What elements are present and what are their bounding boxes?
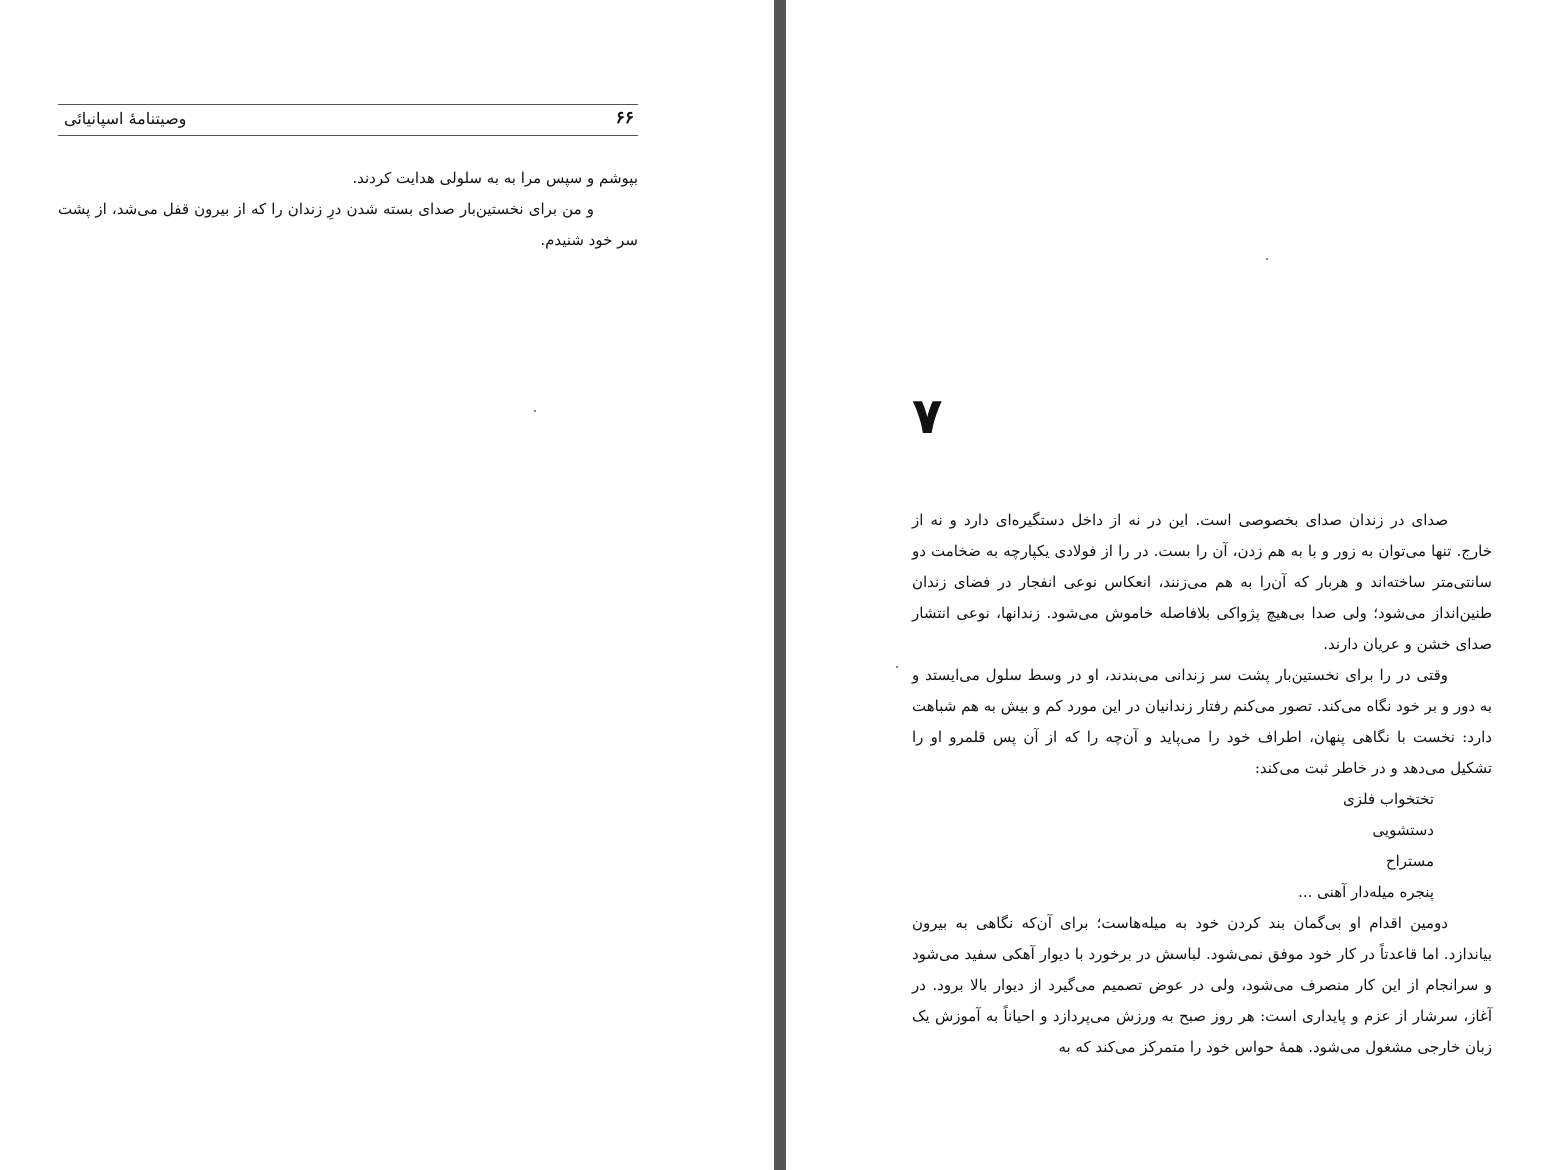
list-item: دستشویی xyxy=(1372,821,1434,839)
running-header xyxy=(58,104,638,136)
scan-speck xyxy=(896,666,898,668)
list-item: مستراح xyxy=(1385,852,1434,870)
page-number: ۶۶ xyxy=(615,108,634,128)
scan-speck xyxy=(534,410,536,412)
left-page-text xyxy=(58,163,638,256)
paragraph: دومین اقدام او بی‌گمان بند کردن خود به میله‌هاست؛ برای آن‌که نگاهی به بیرون بیاندازد. اما قاعدتاً در کار خود موفق نمی‌شود. لباسش در برخورد با دیوار آهکی سفید می‌شود و سرانجام از این کار منصرف می‌شود، ولی در عوض تصمیم می‌گیرد از دیوار بالا برود. در آغاز، سرشار از عزم و پایداری است: هر روز صبح به ورزش می‌پردازد و احیاناً به آموزش یک زبان خارجی مشغول می‌شود. همهٔ حواس خود را متمرکز می‌کند که به xyxy=(912,914,1492,1056)
paragraph: بپوشم و سپس مرا به به سلولی هدایت کردند. xyxy=(352,169,638,187)
paragraph: صدای در زندان صدای بخصوصی است. این در نه از داخل دستگیره‌ای دارد و نه از خارج. تنها می‌توان به زور و با به هم زدن، آن را بست. در را از فولادی یکپارچه به ضخامت دو سانتی‌متر ساخته‌اند و هربار که آن‌را به هم می‌زنند، انعکاس نوعی انفجار در فضای زندان طنین‌انداز می‌شود؛ ولی صدا بی‌هیچ پژواکی بلافاصله خاموش می‌شود. زندانها، نوعی انتشار صدای خشن و عریان دارند. xyxy=(912,511,1492,653)
list-item: تختخواب فلزی xyxy=(1342,790,1434,808)
scan-speck xyxy=(1266,258,1268,260)
chapter-number: ۷ xyxy=(912,387,943,445)
book-gutter xyxy=(774,0,786,1170)
list-item: پنجره میله‌دار آهنی ... xyxy=(1298,883,1434,901)
right-page-text xyxy=(912,505,1492,1063)
paragraph: وقتی در را برای نخستین‌بار پشت سر زندانی می‌بندند، او در وسط سلول می‌ایستد و به دور و بر خود نگاه می‌کند. تصور می‌کنم رفتار زندانیان در این مورد کم و بیش به هم شباهت دارد: نخست با نگاهی پنهان، اطراف خود را می‌پاید و آن‌چه را که از آن پس قلمرو او را تشکیل می‌دهد و در خاطر ثبت می‌کند: xyxy=(912,666,1492,777)
left-page xyxy=(0,0,774,1170)
header-title: وصیتنامهٔ اسپانیائی xyxy=(64,109,187,128)
paragraph: و من برای نخستین‌بار صدای بسته شدن درِ زندان را که از بیرون قفل می‌شد، از پشت سر خود شنیدم. xyxy=(58,200,638,249)
